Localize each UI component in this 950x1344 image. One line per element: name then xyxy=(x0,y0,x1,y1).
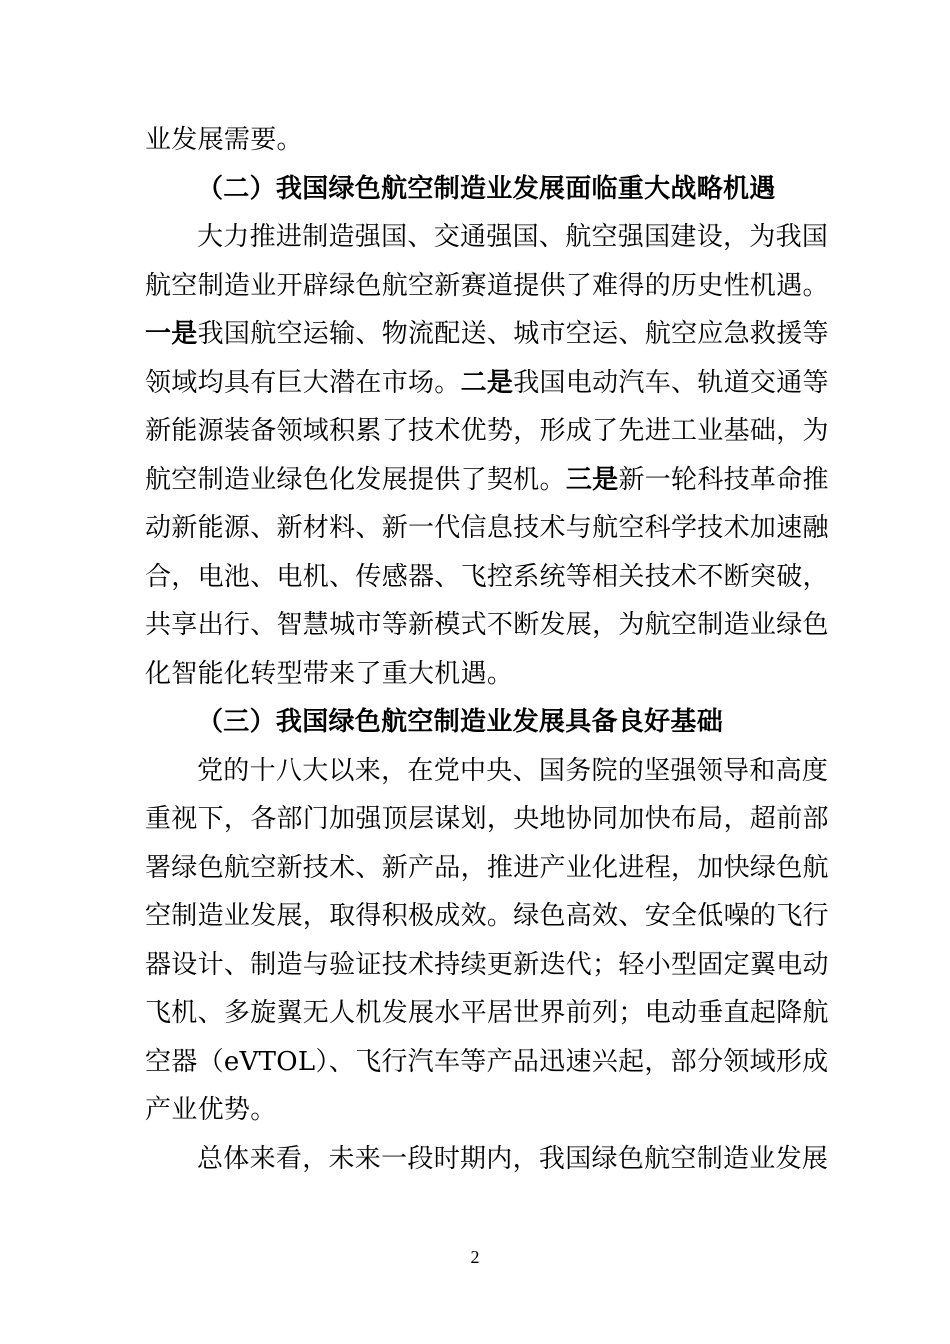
body-text xyxy=(145,116,829,1183)
paragraph-line: 化智能化转型带来了重大机遇。 xyxy=(145,658,514,689)
line-text: 新一轮科技革命推 xyxy=(618,464,829,495)
paragraph-line: 合，电池、电机、传感器、飞控系统等相关技术不断突破， xyxy=(145,561,829,592)
paragraph-line: 空制造业发展，取得积极成效。绿色高效、安全低噪的飞行 xyxy=(145,901,829,931)
paragraph-line: 党的十八大以来，在党中央、国务院的坚强领导和高度 xyxy=(197,755,829,786)
paragraph-line xyxy=(145,359,829,408)
line-text: 领域均具有巨大潜在市场。 xyxy=(145,367,461,398)
bold-lead: 三是 xyxy=(565,464,619,495)
paragraph-line: 航空制造业开辟绿色航空新赛道提供了难得的历史性机遇。 xyxy=(145,270,829,301)
page-number: 2 xyxy=(470,1247,480,1267)
paragraph-line: 业发展需要。 xyxy=(145,125,303,155)
paragraph-line: 器设计、制造与验证技术持续更新迭代；轻小型固定翼电动 xyxy=(145,949,829,980)
paragraph-line: 署绿色航空新技术、新产品，推进产业化进程，加快绿色航 xyxy=(145,852,829,883)
section-heading-2: （二）我国绿色航空制造业发展面临重大战略机遇 xyxy=(197,173,776,204)
paragraph-line: 产业优势。 xyxy=(145,1095,277,1125)
bold-lead: 一是 xyxy=(145,319,198,349)
paragraph-line: 空器（eVTOL）、飞行汽车等产品迅速兴起，部分领域形成 xyxy=(145,1046,829,1077)
line-text: 我国航空运输、物流配送、城市空运、航空应急救援等 xyxy=(197,319,829,349)
paragraph-line: 动新能源、新材料、新一代信息技术与航空科学技术加速融 xyxy=(145,513,829,543)
paragraph-line xyxy=(145,310,829,359)
paragraph-line: 大力推进制造强国、交通强国、航空强国建设，为我国 xyxy=(197,222,829,252)
paragraph-line: 重视下，各部门加强顶层谋划，央地协同加快布局，超前部 xyxy=(145,804,829,834)
paragraph-line: 共享出行、智慧城市等新模式不断发展，为航空制造业绿色 xyxy=(145,610,829,640)
bold-lead: 二是 xyxy=(460,367,514,398)
section-heading-3: （三）我国绿色航空制造业发展具备良好基础 xyxy=(197,707,724,737)
paragraph-line: 飞机、多旋翼无人机发展水平居世界前列；电动垂直起降航 xyxy=(145,998,829,1028)
line-text: 我国电动汽车、轨道交通等 xyxy=(513,367,829,398)
paragraph-line: 新能源装备领域积累了技术优势，形成了先进工业基础，为 xyxy=(145,416,829,446)
paragraph-line: 总体来看，未来一段时期内，我国绿色航空制造业发展 xyxy=(197,1143,829,1174)
line-text: 航空制造业绿色化发展提供了契机。 xyxy=(145,464,566,495)
paragraph-line xyxy=(145,456,829,505)
